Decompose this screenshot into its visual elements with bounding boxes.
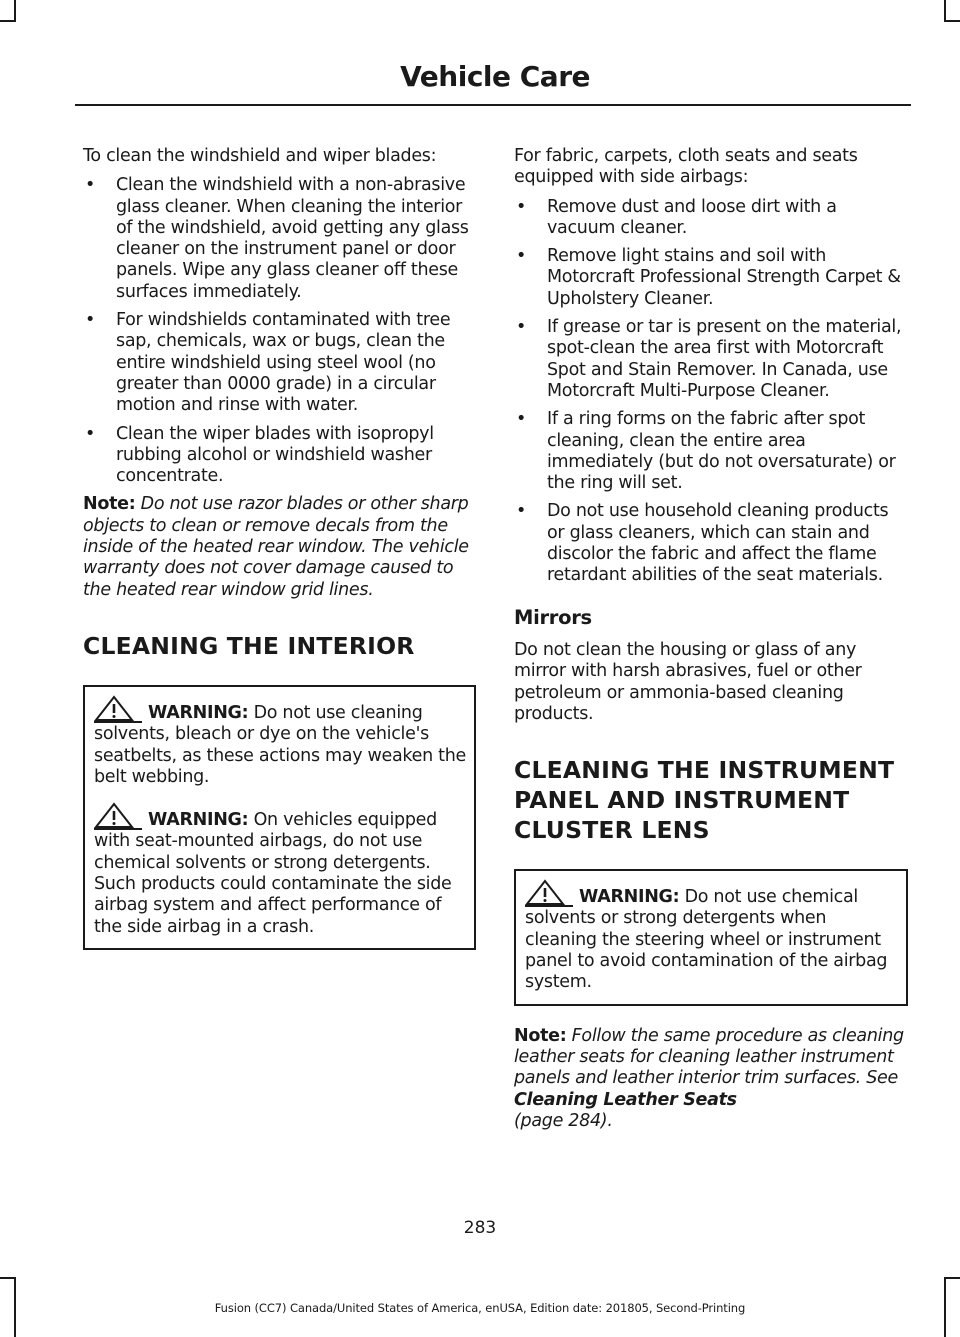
header-divider	[75, 104, 911, 106]
right-bullet-list	[514, 197, 908, 587]
warning-text: Do not use chemical solvents or strong detergents when cleaning the steering wheel or instrument panel to avoid contamination of the airbag system.	[525, 887, 888, 993]
warning-triangle-icon	[523, 879, 575, 907]
warning-item	[94, 802, 466, 938]
list-item: • For windshields contaminated with tree sap, chemicals, wax or bugs, clean the entire windshield using steel wool (no greater than 0000 grade) in a circular motion and rinse with water.	[83, 310, 476, 416]
cross-reference-page: (page 284)	[514, 1110, 608, 1131]
warning-label: WARNING:	[148, 810, 249, 831]
note-label: Note:	[514, 1025, 567, 1046]
list-item: • Clean the windshield with a non-abrasive glass cleaner. When cleaning the interior of the windshield, avoid getting any glass cleaner on the instrument panel or door panels. Wipe any glass cleaner off these surfaces immediately.	[83, 175, 476, 303]
crop-mark	[0, 1277, 16, 1279]
section-heading-line: CLEANING THE INSTRUMENT	[514, 756, 895, 785]
warning-label: WARNING:	[579, 887, 680, 908]
left-bullet-list	[83, 175, 476, 487]
warning-text: On vehicles equipped with seat-mounted airbags, do not use chemical solvents or strong detergents. Such products could contaminate the side airbag system and affect performance of the side airbag in a crash.	[94, 810, 452, 937]
crop-mark	[944, 0, 946, 22]
mirrors-text: Do not clean the housing or glass of any mirror with harsh abrasives, fuel or other petroleum or ammonia-based cleaning products.	[514, 639, 862, 724]
edition-footer: Fusion (CC7) Canada/United States of America, enUSA, Edition date: 201805, Second-Printing	[214, 1301, 746, 1315]
list-item: • If a ring forms on the fabric after spot cleaning, clean the entire area immediately (but do not oversaturate) or the ring will set.	[514, 409, 908, 494]
warning-text: Do not use cleaning solvents, bleach or dye on the vehicle's seatbelts, as these actions may weaken the belt webbing.	[94, 702, 466, 787]
left-intro: To clean the windshield and wiper blades:	[83, 146, 437, 166]
sub-heading-mirrors: Mirrors	[514, 605, 592, 629]
list-item: • Clean the wiper blades with isopropyl rubbing alcohol or windshield washer concentrate.	[83, 424, 476, 488]
cross-reference-link[interactable]: Cleaning Leather Seats	[514, 1089, 737, 1110]
note-text: Do not use razor blades or other sharp objects to clean or remove decals from the inside of the heated rear window. The vehicle warranty does not cover damage caused to the heated rear window grid lines.	[83, 494, 469, 600]
left-column	[83, 146, 476, 950]
list-item: • Remove light stains and soil with Motorcraft Professional Strength Carpet & Upholstery Cleaner.	[514, 246, 908, 310]
right-note	[514, 1026, 908, 1132]
warning-item	[525, 879, 898, 993]
section-heading-line: PANEL AND INSTRUMENT	[514, 786, 850, 815]
right-intro: For fabric, carpets, cloth seats and seats equipped with side airbags:	[514, 146, 858, 188]
crop-mark	[14, 0, 16, 22]
page-title: Vehicle Care	[400, 60, 590, 93]
warning-box	[514, 869, 908, 1005]
crop-mark	[944, 20, 960, 22]
warning-item	[94, 695, 466, 788]
section-heading-instrument-panel	[514, 755, 908, 845]
list-item: • Do not use household cleaning products or glass cleaners, which can stain and discolor the fabric and affect the flame retardant abilities of the seat materials.	[514, 501, 908, 586]
warning-box	[83, 685, 476, 950]
warning-triangle-icon	[92, 695, 144, 723]
list-item: • Remove dust and loose dirt with a vacuum cleaner.	[514, 197, 908, 240]
crop-mark	[0, 20, 16, 22]
section-heading-cleaning-interior: CLEANING THE INTERIOR	[83, 631, 415, 660]
section-heading-line: CLUSTER LENS	[514, 816, 710, 845]
warning-triangle-icon	[92, 802, 144, 830]
page-number: 283	[463, 1218, 497, 1238]
right-column	[514, 146, 908, 1132]
list-item: • If grease or tar is present on the material, spot-clean the area first with Motorcraft Spot and Stain Remover. In Canada, use Motorcraft Multi-Purpose Cleaner.	[514, 317, 908, 402]
warning-label: WARNING:	[148, 702, 249, 723]
note-label: Note:	[83, 494, 136, 515]
crop-mark	[944, 1277, 960, 1279]
note-text: Follow the same procedure as cleaning leather seats for cleaning leather instrument panels and leather interior trim surfaces. See	[514, 1025, 904, 1089]
left-note	[83, 494, 476, 600]
note-end: .	[607, 1110, 613, 1131]
